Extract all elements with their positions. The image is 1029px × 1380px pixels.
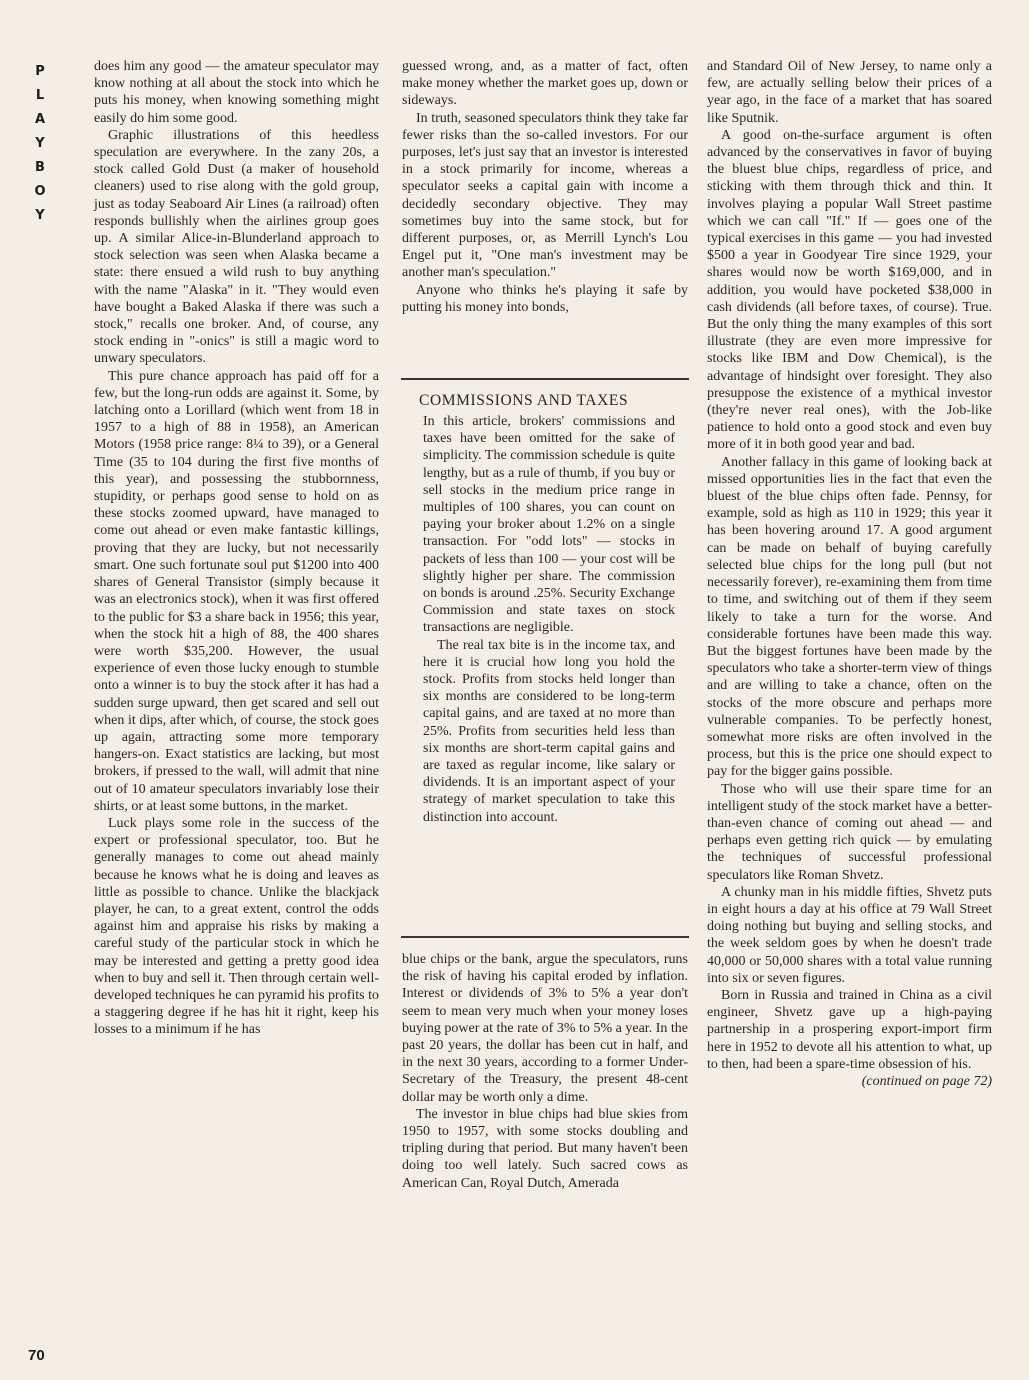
column-2	[402, 58, 688, 316]
column-3	[707, 58, 992, 1090]
paragraph: blue chips or the bank, argue the speculators, runs the risk of having his capital eroded by inflation. Interest or dividends of 3% to 5% a year don't seem to mean very much when your money loses buying power at the rate of 3% to 5% a year. In the past 20 years, the dollar has been cut in half, and in the next 30 years, according to a former Under-Secretary of the Treasury, the present 48-cent dollar may be worth only a dime.	[402, 952, 688, 1105]
paragraph: A good on-the-surface argument is often advanced by the conservatives in favor of buying the bluest blue chips, regardless of price, and sticking with them through thick and thin. It involves playing a popular Wall Street pastime which we can call "If." If — goes one of the typical exercises in this game — you had invested $500 a year in Goodyear Tire since 1929, your shares would now be worth $169,000, and in addition, you would have pocketed $38,000 in cash dividends (all before taxes, of course). True. But the only thing the many examples of this sort illustrate (they are even more impressive for stocks like IBM and Dow Chemical), is the advantage of hindsight over foresight. They also presuppose the existence of a mythical investor (they're never real ones), with the Job-like patience to hold onto a good stock and even buy more of it in both good year and bad.	[707, 127, 992, 453]
side-logo	[30, 60, 50, 228]
paragraph: Born in Russia and trained in China as a civil engineer, Shvetz gave up a high-paying partnership in a prospering export-import firm here in 1952 to devote all his attention to what, up to then, had been a spare-time obsession of his.	[707, 987, 992, 1072]
page-number: 70	[28, 1347, 45, 1364]
paragraph: In truth, seasoned speculators think they take far fewer risks than the so-called investors. For our purposes, let's just say that an investor is interested in a stock primarily for income, whereas a speculator seeks a capital gain with income a decidedly secondary objective. They may sometimes buy into the same stock, but for different purposes, or, as Merrill Lynch's Lou Engel put it, "One man's investment may be another man's speculation."	[402, 110, 688, 281]
paragraph: guessed wrong, and, as a matter of fact, often make money whether the market goes up, down or sideways.	[402, 59, 688, 109]
sidebar-title: COMMISSIONS AND TAXES	[419, 392, 629, 409]
paragraph: Another fallacy in this game of looking back at missed opportunities lies in the fact that even the bluest of the blue chips often fade. Pennsy, for example, sold as high as 110 in 1929; this year it has been hovering around 17. A good argument can be made on behalf of buying carefully selected blue chips for the long pull (but not necessarily forever), re-examining them from time to time, and switching out of them if they seem likely to take a turn for the worse. And considerable fortunes have been made this way. But the biggest fortunes have been made by the speculators who take a shorter-term view of things and are willing to take a chance, often on the stocks of the more obscure and perhaps more vulnerable companies. To be perfectly honest, somewhat more risks are often involved in the process, but this is the price one should expect to pay for the bigger gains possible.	[707, 454, 992, 780]
paragraph: A chunky man in his middle fifties, Shvetz puts in eight hours a day at his office at 79 Wall Street doing nothing but buying and selling stocks, and the week seldom goes by when he doesn't trade 40,000 or 50,000 shares with a total value running into six or seven figures.	[707, 884, 992, 986]
logo-letter: P	[35, 64, 45, 79]
logo-letter: L	[35, 88, 45, 103]
paragraph: Those who will use their spare time for an intelligent study of the stock market have a better-than-even chance of coming out ahead — and perhaps even getting rich quick — by emulating the techniques of successful professional speculators like Roman Shvetz.	[707, 781, 992, 883]
logo-letter: B	[35, 160, 45, 175]
paragraph: Luck plays some role in the success of the expert or professional speculator, too. But he generally manages to come out ahead mainly because he knows what he is doing and leaves as little as possible to chance. Unlike the blackjack player, he can, to a great extent, control the odds against him and appraise his risks by making a careful study of the particular stock in which he may be interested and getting a pretty good idea when to buy and sell it. Then through certain well-developed techniques he can pyramid his profits to a staggering degree if he has hit it right, keep his losses to a minimum if he has	[94, 815, 379, 1038]
column-1	[94, 58, 379, 1039]
logo-letter: A	[34, 112, 46, 127]
paragraph: and Standard Oil of New Jersey, to name only a few, are actually selling below their prices of a year ago, in the face of a market that has soared like Sputnik.	[707, 59, 992, 126]
logo-letter: Y	[35, 136, 45, 151]
paragraph: This pure chance approach has paid off for a few, but the long-run odds are against it. Some, by latching onto a Lorillard (which went from 18 in 1957 to a high of 88 in 1958), an American Motors (1958 price range: 8¼ to 39), or a General Time (35 to 104 during the first five months of this year), and possessing the stubbornness, stupidity, or perhaps good sense to hold on as these stocks zoomed upward, have managed to come out ahead or even make fantastic killings, proving that they are lucky, but not necessarily smart. One such fortunate soul put $1200 into 400 shares of General Transistor (simply because it was an electronics stock), when it was first offered to the public for $3 a share back in 1956; this year, when the stock hit a high of 88, the 400 shares were worth $35,200. However, the usual experience of even those lucky enough to stumble onto a winner is to buy the stock after it has had a sudden surge upward, then get scared and sell out when it dips, after which, of course, the stock goes up again, attracting some more temporary hangers-on. Exact statistics are lacking, but most brokers, if pressed to the wall, will admit that nine out of 10 amateur speculators invariably lose their shirts, or at least some buttons, in the market.	[94, 368, 379, 814]
logo-letter: Y	[35, 208, 45, 223]
sidebar-box	[401, 378, 689, 938]
paragraph: does him any good — the amateur speculator may know nothing at all about the stock into which he puts his money, when knowing something might easily do him some good.	[94, 59, 379, 126]
paragraph: The investor in blue chips had blue skies from 1950 to 1957, with some stocks doubling and tripling during that period. But many haven't been doing too well lately. Such sacred cows as American Can, Royal Dutch, Amerada	[402, 1106, 688, 1191]
column-2-bottom	[402, 951, 688, 1192]
paragraph: Graphic illustrations of this heedless speculation are everywhere. In the zany 20s, a stock called Gold Dust (a maker of household cleaners) used to rise along with the gold group, just as today Seaboard Air Lines (a railroad) often responds bullishly when the airlines group goes up. A similar Alice-in-Blunderland approach to stock selection was seen when Alaska became a state: there ensued a wild rush to buy anything with the name "Alaska" in it. "They would even have bought a Baked Alaska if there was such a stock," recalls one broker. And, of course, any stock ending in "-onics" is still a magic word to unwary speculators.	[94, 127, 379, 367]
sidebar-paragraph: The real tax bite is in the income tax, and here it is crucial how long you hold the stock. Profits from stocks held longer than six months are considered to be long-term capital gains, and are taxed at no more than 25%. Profits from securities held less than six months are short-term capital gains and are taxed as regular income, like salary or dividends. It is an important aspect of your strategy of market speculation to take this distinction into account.	[423, 637, 675, 825]
continued-note: (continued on page 72)	[861, 1073, 992, 1089]
paragraph: Anyone who thinks he's playing it safe by putting his money into bonds,	[402, 282, 688, 315]
sidebar-paragraph: In this article, brokers' commissions and taxes have been omitted for the sake of simplicity. The commission schedule is quite lengthy, but as a rule of thumb, if you buy or sell stocks in the medium price range in multiples of 100 shares, you can count on paying your broker about 1.2% on a single transaction. For "odd lots" — stocks in packets of less than 100 — your cost will be slightly higher per share. The commission on bonds is around .25%. Security Exchange Commission and state taxes on stock transactions are negligible.	[423, 414, 675, 636]
logo-letter: O	[34, 184, 46, 199]
